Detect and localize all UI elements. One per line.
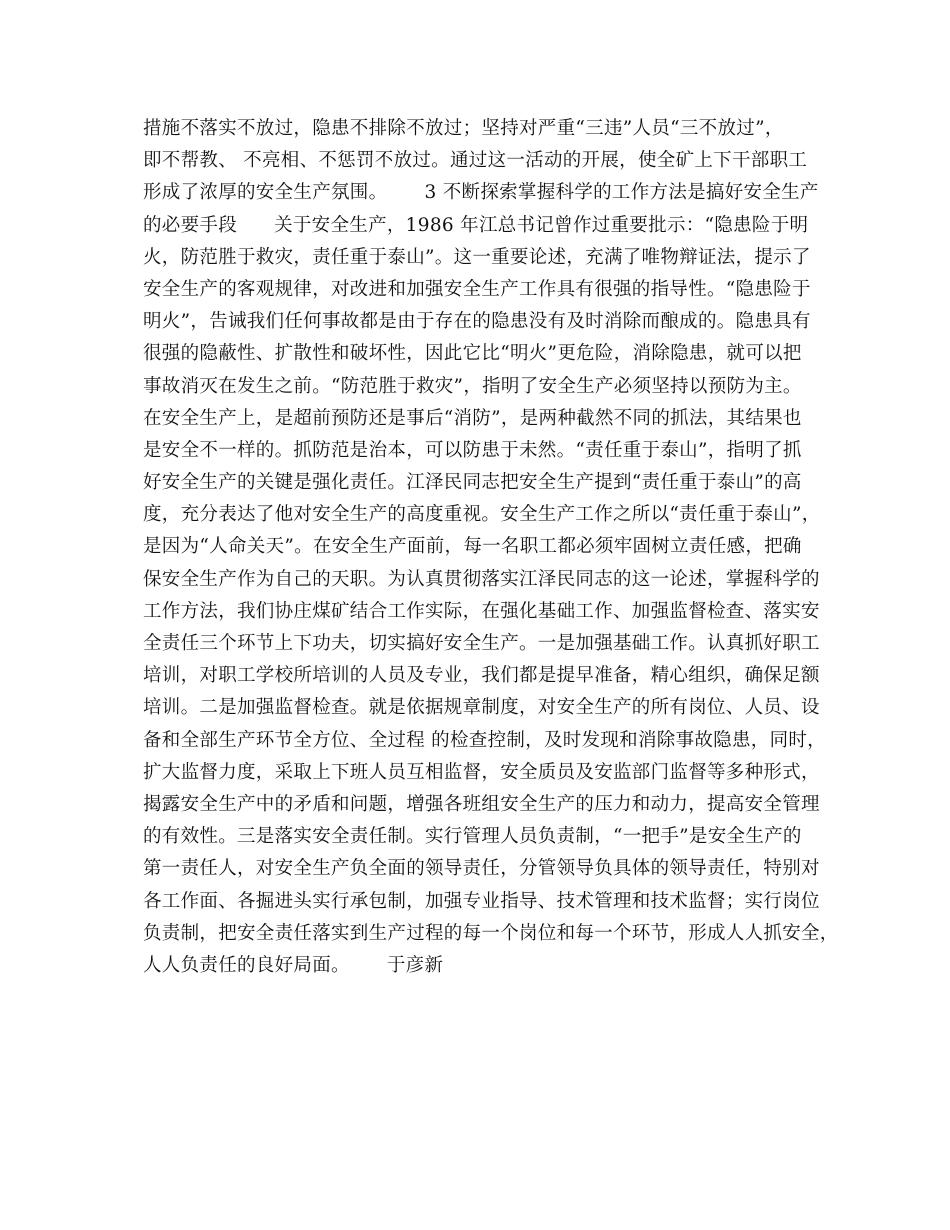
text-line: 各工作面、各掘进头实行承包制，加强专业指导、技术管理和技术监督；实行岗位: [143, 890, 820, 912]
text-line: 的必要手段 关于安全生产，1986 年江总书记曾作过重要批示：“隐患险于明: [143, 214, 809, 236]
text-line: 好安全生产的关键是强化责任。江泽民同志把安全生产提到“责任重于泰山”的高: [143, 472, 802, 494]
text-line: 措施不落实不放过，隐患不排除不放过；坚持对严重“三违”人员“三不放过”，: [143, 118, 784, 139]
text-line: 培训，对职工学校所培训的人员及专业，我们都是提早准备，精心组织，确保足额: [143, 665, 820, 687]
text-line: 第一责任人，对安全生产负全面的领导责任，分管领导负具体的领导责任，特别对: [143, 858, 820, 880]
text-line: 保安全生产作为自己的天职。为认真贯彻落实江泽民同志的这一论述，掌握科学的: [143, 568, 820, 590]
text-line: 工作方法，我们协庄煤矿结合工作实际，在强化基础工作、加强监督检查、落实安: [143, 600, 820, 622]
text-line: 度，充分表达了他对安全生产的高度重视。安全生产工作之所以“责任重于泰山”，: [143, 504, 821, 526]
text-line-signature: 人人负责任的良好局面。 于彦新: [143, 954, 444, 976]
text-line: 全责任三个环节上下功夫，切实搞好安全生产。一是加强基础工作。认真抓好职工: [143, 633, 820, 654]
body-text: [143, 113, 843, 982]
text-line: 很强的隐蔽性、扩散性和破坏性，因此它比“明火”更危险，消除隐患，就可以把: [143, 343, 802, 365]
text-line: 的有效性。三是落实安全责任制。实行管理人员负责制，“一把手”是安全生产的: [143, 826, 802, 848]
text-line: 是安全不一样的。抓防范是治本，可以防患于未然。“责任重于泰山”，指明了抓: [143, 439, 802, 461]
text-line: 培训。二是加强监督检查。就是依据规章制度，对安全生产的所有岗位、人员、设: [143, 697, 820, 719]
text-line: 火，防范胜于救灾，责任重于泰山”。这一重要论述，充满了唯物辩证法，提示了: [143, 246, 811, 268]
text-line: 安全生产的客观规律，对改进和加强安全生产工作具有很强的指导性。“隐患险于: [143, 278, 811, 300]
text-line: 扩大监督力度，采取上下班人员互相监督，安全质员及安监部门监督等多种形式，: [143, 761, 820, 783]
text-line: 在安全生产上，是超前预防还是事后“消防”，是两种截然不同的抓法，其结果也: [143, 407, 802, 429]
text-line: 即不帮教、 不亮相、不惩罚不放过。通过这一活动的开展，使全矿上下干部职工: [143, 150, 808, 172]
text-line: 是因为“人命关天”。在安全生产面前，每一名职工都必须牢固树立责任感，把确: [143, 536, 802, 558]
text-line: 揭露安全生产中的矛盾和问题，增强各班组安全生产的压力和动力，提高安全管理: [143, 793, 820, 815]
text-line: 事故消灭在发生之前。“防范胜于救灾”，指明了安全生产必须坚持以预防为主。: [143, 375, 802, 397]
text-line: 明火”，告诫我们任何事故都是由于存在的隐患没有及时消除而酿成的。隐患具有: [143, 311, 811, 333]
text-line: 形成了浓厚的安全生产氛围。 3 不断探索掌握科学的工作方法是搞好安全生产: [143, 182, 819, 204]
text-line: 负责制，把安全责任落实到生产过程的每一个岗位和每一个环节，形成人人抓安全，: [143, 922, 839, 944]
text-line: 备和全部生产环节全方位、全过程 的检查控制，及时发现和消除事故隐患，同时，: [143, 729, 826, 751]
